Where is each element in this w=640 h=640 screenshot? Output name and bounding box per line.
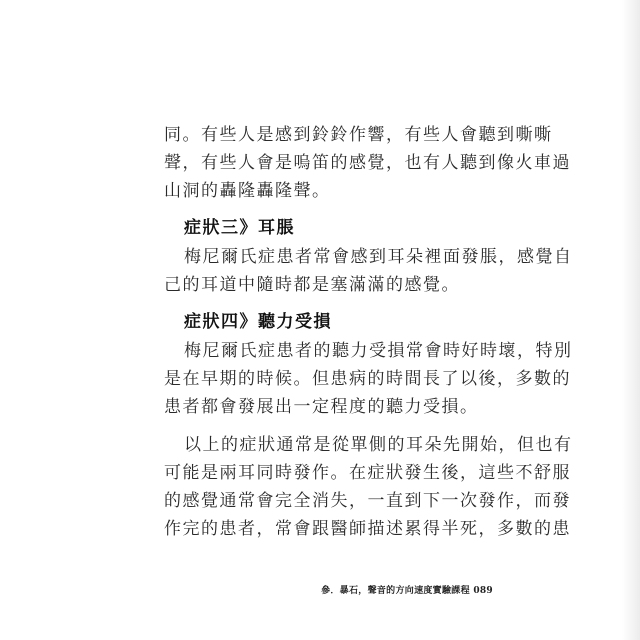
text-line: 梅尼爾氏症患者常會感到耳朵裡面發脹，感覺自	[184, 247, 573, 267]
text-line: 梅尼爾氏症患者的聽力受損常會時好時壞，特別	[184, 341, 573, 361]
section-symptom-3	[164, 213, 573, 299]
text-line: 可能是兩耳同時發作。在症狀發生後，這些不舒服	[164, 463, 571, 483]
text-line: 山洞的轟隆轟隆聲。	[164, 181, 331, 201]
text-line: 患者都會發展出一定程度的聽力受損。	[164, 397, 479, 417]
text-line: 己的耳道中隨時都是塞滿滿的感覺。	[164, 275, 460, 295]
page-number: 089	[473, 586, 493, 596]
section-heading: 症狀四》聽力受損	[184, 312, 332, 332]
page-body	[164, 121, 573, 543]
text-line: 聲，有些人會是嗚笛的感覺，也有人聽到像火車過	[164, 153, 571, 173]
text-line: 以上的症狀通常是從單側的耳朵先開始，但也有	[184, 435, 573, 455]
running-title: 參．暴石，聲音的方向速度實驗課程	[321, 586, 470, 596]
paragraph-intro	[164, 121, 571, 205]
text-line: 同。有些人是感到鈴鈴作響，有些人會聽到嘶嘶	[164, 125, 553, 145]
section-heading: 症狀三》耳脹	[184, 218, 295, 238]
text-line: 的感覺通常會完全消失，一直到下一次發作，而發	[164, 491, 571, 511]
text-line: 作完的患者，常會跟醫師描述累得半死，多數的患	[164, 519, 571, 539]
page-edge-shadow	[622, 0, 640, 640]
paragraph-summary	[164, 431, 573, 543]
page-footer	[313, 583, 493, 596]
text-line: 是在早期的時候。但患病的時間長了以後，多數的	[164, 369, 571, 389]
section-symptom-4	[164, 307, 573, 421]
